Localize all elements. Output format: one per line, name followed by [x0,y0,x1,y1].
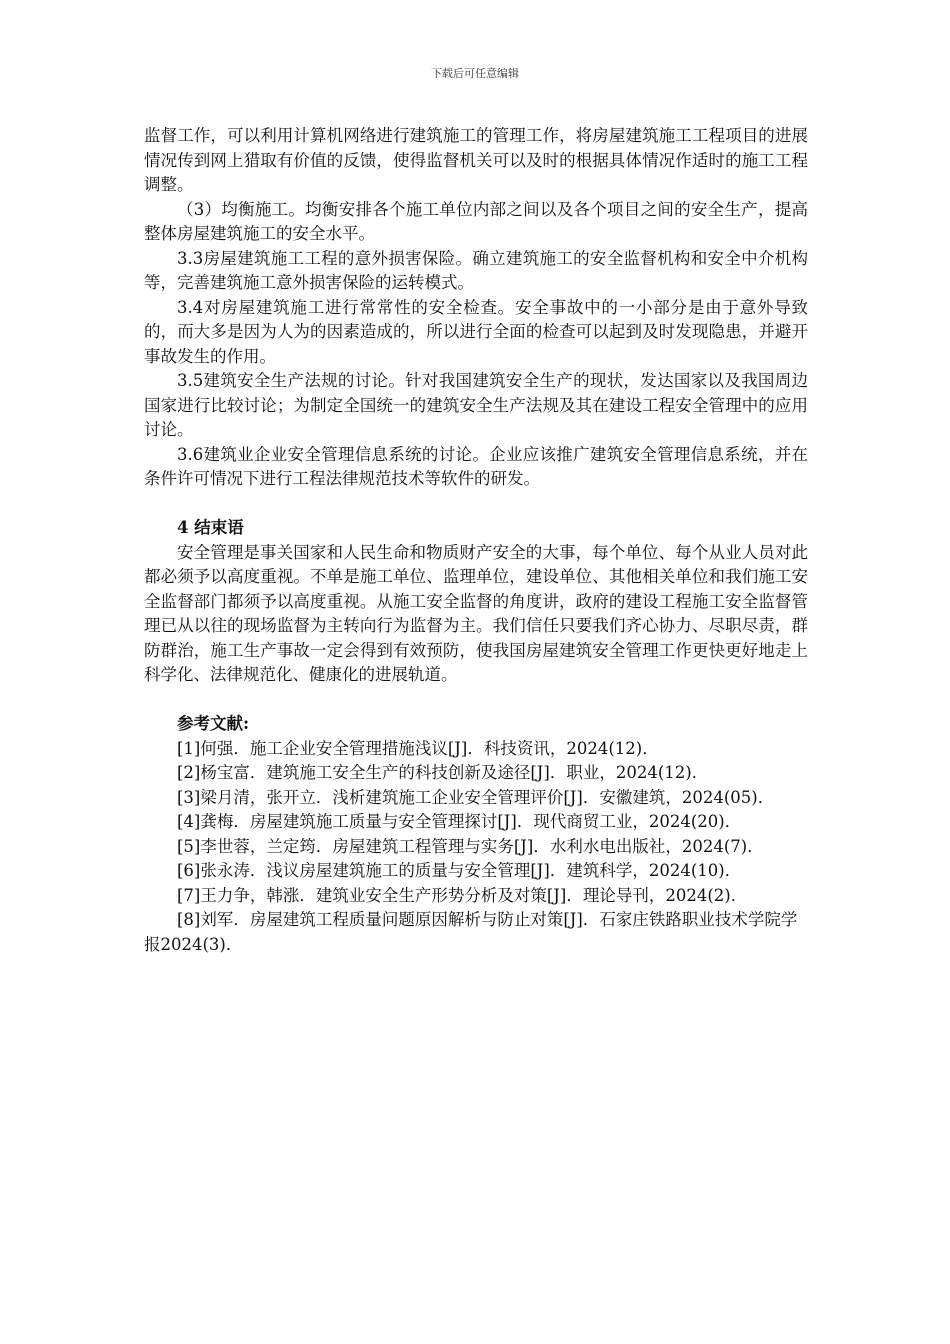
paragraph-continued: 监督工作，可以利用计算机网络进行建筑施工的管理工作，将房屋建筑施工工程项目的进展情况传到网上猎取有价值的反馈，使得监督机关可以及时的根据具体情况作适时的施工工程调整。 [144,126,808,194]
reference-item-6: [6]张永涛．浅议房屋建筑施工的质量与安全管理[J]．建筑科学，2024(10)． [177,861,742,880]
conclusion-paragraph: 安全管理是事关国家和人民生命和物质财产安全的大事，每个单位、每个从业人员对此都必须予以高度重视。不单是施工单位、监理单位，建设单位、其他相关单位和我们施工安全监督部门都须予以高度重视。从施工安全监督的角度讲，政府的建设工程施工安全监督管理已从以往的现场监督为主转向行为监督为主。我们信任只要我们齐心协力、尽职尽责，群防群治，施工生产事故一定会得到有效预防，使我国房屋建筑安全管理工作更快更好地走上科学化、法律规范化、健康化的进展轨道。 [144,542,808,684]
document-body [144,124,808,957]
paragraph-3-5: 3.5建筑安全生产法规的讨论。针对我国建筑安全生产的现状，发达国家以及我国周边国家进行比较讨论；为制定全国统一的建筑安全生产法规及其在建设工程安全管理中的应用讨论。 [144,371,808,439]
paragraph-3-6: 3.6建筑业企业安全管理信息系统的讨论。企业应该推广建筑安全管理信息系统，并在条件许可情况下进行工程法律规范技术等软件的研发。 [144,444,808,488]
reference-item-1: [1]何强．施工企业安全管理措施浅议[J]．科技资讯，2024(12)． [177,738,659,758]
reference-item-3: [3]梁月清，张开立．浅析建筑施工企业安全管理评价[J]．安徽建筑，2024(05)． [177,787,775,807]
references-heading: 参考文献: [177,714,250,733]
reference-item-2: [2]杨宝富．建筑施工安全生产的科技创新及途径[J]．职业，2024(12)． [177,763,709,782]
reference-item-4: [4]龚梅．房屋建筑施工质量与安全管理探讨[J]．现代商贸工业，2024(20)． [177,812,742,831]
reference-item-7: [7]王力争，韩涨．建筑业安全生产形势分析及对策[J]．理论导刊，2024(2)． [177,885,748,905]
conclusion-heading: 4 结束语 [177,518,244,537]
reference-item-8: [8]刘军．房屋建筑工程质量问题原因解析与防止对策[J]．石家庄铁路职业技术学院学报2024(3)． [144,910,798,954]
paragraph-balanced-construction: （3）均衡施工。均衡安排各个施工单位内部之间以及各个项目之间的安全生产，提高整体房屋建筑施工的安全水平。 [144,199,808,243]
paragraph-3-4: 3.4对房屋建筑施工进行常常性的安全检查。安全事故中的一小部分是由于意外导致的，而大多是因为人为的因素造成的，所以进行全面的检查可以起到及时发现隐患，并避开事故发生的作用。 [144,297,808,366]
reference-item-5: [5]李世蓉，兰定筠．房屋建筑工程管理与实务[J]．水利水电出版社，2024(7)． [177,836,764,856]
page-header: 下载后可任意编辑 [431,67,519,80]
paragraph-3-3: 3.3房屋建筑施工工程的意外损害保险。确立建筑施工的安全监督机构和安全中介机构等，完善建筑施工意外损害保险的运转模式。 [144,248,808,292]
